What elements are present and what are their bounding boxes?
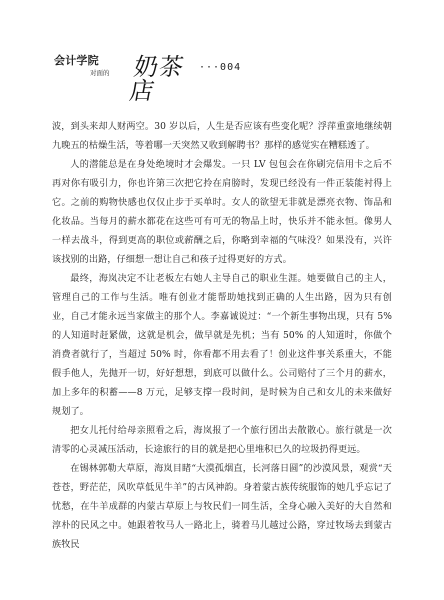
paragraph: 把女儿托付给母亲照看之后，海岚报了一个旅行团出去散散心。旅行就是一次清零的心灵减压活动，长途旅行的目的就是把心里堆积已久的垃圾扔得更远。 — [52, 426, 392, 455]
brand-sub-text: 对面的 — [90, 69, 110, 77]
page-header — [52, 53, 384, 105]
book-title-logo — [52, 53, 202, 105]
brand-main-text: 奶茶店 — [127, 53, 187, 105]
paragraph: 波，到头来却人财两空。30 岁以后，人生是否应该有些变化呢？浮萍重蛮地继续朝九晚五的枯燥生活，等着哪一天突然又收到解聘书？那样的感觉实在糟糕透了。 — [52, 122, 392, 151]
paragraph: 最终，海岚决定不让老板左右她人主导自己的职业生涯。她要做自己的主人，管理自己的工作与生活。唯有创业才能帮助她找到正确的人生出路，因为只有创业，自己才能永远当家做主的那个人。李嘉诚说过：“一个新生事物出现，只有 5% 的人知道时赶紧做，这就是机会，做早就是先机；当有 50% 的人知道时，你做个消费者就行了，当超过 50% 时，你看都不用去看了！创业这件事关系重大，不能假手他人，先抛开一切，好好想想，到底可以做什么。公司赔付了三个月的薪水，加上多年的积蓄——8 万元，足够支撑一段时间，是时候为自己和女儿的未来做好规划了。 — [52, 274, 392, 417]
paragraph: 在锡林郭勒大草原，海岚目睹“大漠孤烟直，长河落日圆”的沙漠风景，观赏“天苍苍，野茫茫，风吹草低见牛羊”的古风神韵。身着蒙古族传统服饰的她几乎忘记了忧愁，在牛羊成群的内蒙古草原上与牧民们一同生活，全身心融入美好的大自然和淳朴的民风之中。她跟着牧马人一路北上，骑着马儿越过公路，穿过牧场去到蒙古族牧民 — [52, 464, 392, 550]
page-content — [52, 118, 392, 555]
brand-left-text: 会计学院 — [54, 54, 99, 67]
page-number: ···004 — [199, 62, 242, 73]
paragraph: 人的潜能总是在身处绝境时才会爆发。一只 LV 包包会在你刷完信用卡之后不再对你有吸引力，你也许第三次把它拎在肩膀时，发现已经没有一件正装能衬得上它。之前的购物快感也仅仅止步于买单时。女人的欲望无非就是漂亮衣物、饰品和化妆品。当每月的薪水都花在这些可有可无的物品上时，快乐并不能永恒。像男人一样去战斗，得到更高的职位或薪酬之后，你略到幸福的气味没？如果没有，兴许该找别的出路，仔细想一想让自己和孩子过得更好的方式。 — [52, 160, 392, 265]
